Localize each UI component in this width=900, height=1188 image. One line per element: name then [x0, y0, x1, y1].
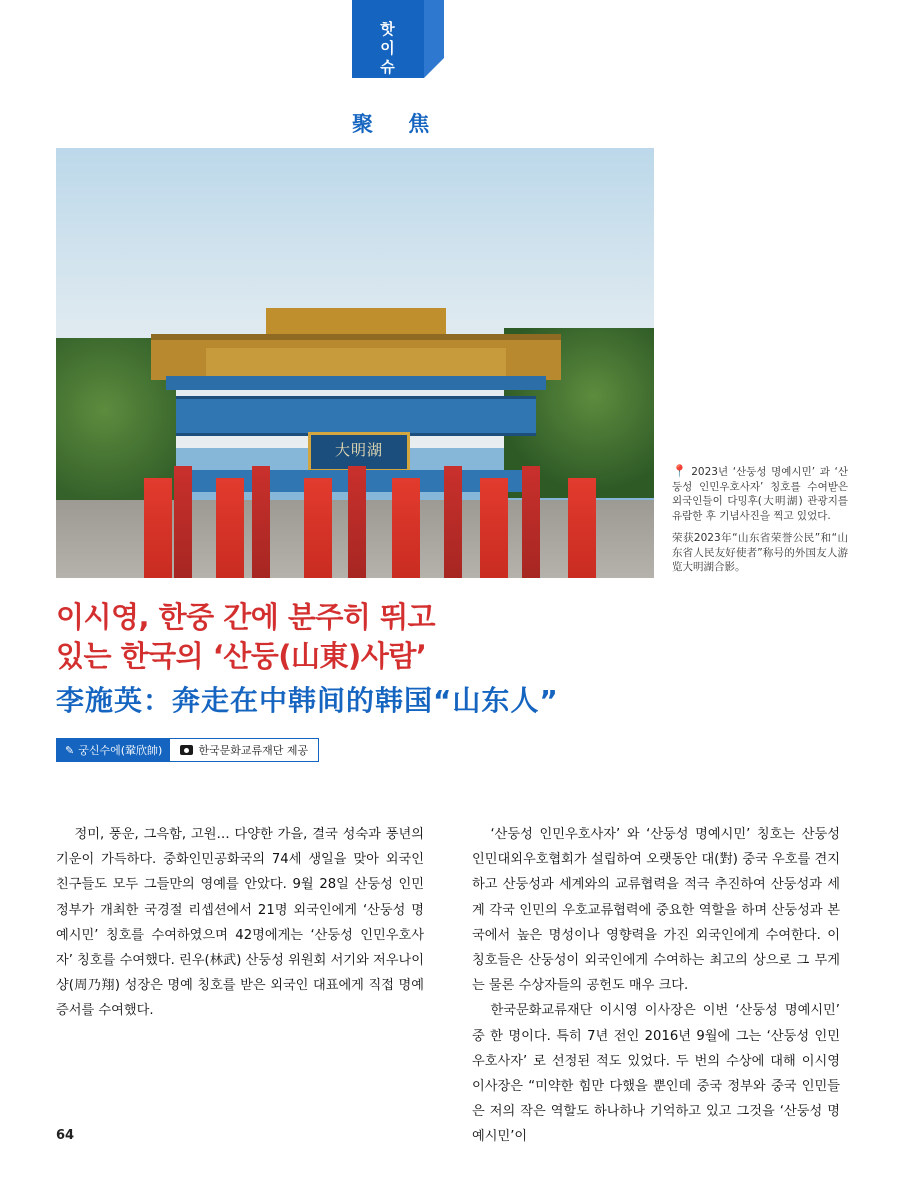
photo-caption-chinese: 荣获2023年“山东省荣誉公民”和“山东省人民友好使者”称号的外国友人游览大明湖合影。: [672, 532, 848, 573]
photo-red-banner: [216, 478, 244, 578]
section-tab-label-cn: 聚 焦: [352, 112, 444, 136]
body-column-right: [472, 822, 840, 1150]
hero-photo: [56, 148, 654, 578]
section-tab-shade: [424, 0, 444, 58]
body-paragraph: 정미, 풍운, 그윽함, 고원… 다양한 가을, 결국 성숙과 풍년의 기운이 가득하다. 중화인민공화국의 74세 생일을 맞아 외국인 친구들도 모두 그들만의 영예를 안았다. 9월 28일 산둥성 인민정부가 개최한 국경절 리셉션에서 21명 외국인에게 ‘산둥성 명예시민’ 칭호를 수여하였으며 42명에게는 ‘산둥성 인민우호사자’ 칭호를 수여했다. 린우(林武) 산둥성 위원회 서기와 저우나이샹(周乃翔) 성장은 명예 칭호를 받은 외국인 대표에게 직접 명예 증서를 수여했다.: [56, 827, 424, 1019]
section-tab-label-ko-line3: 슈: [380, 59, 396, 76]
body-paragraph: ‘산둥성 인민우호사자’ 와 ‘산둥성 명예시민’ 칭호는 산둥성 인민대외우호협회가 설립하여 오랫동안 대(對) 중국 우호를 견지하고 산둥성과 세계와의 교류협력을 적극 추진하여 산둥성과 세계 각국 인민의 우호교류협력에 중요한 역할을 하며 산둥성과 본국에서 높은 명성이나 영향력을 가진 외국인에게 수여한다. 이 칭호들은 산둥성이 외국인에게 수여하는 최고의 상으로 그 무게는 물론 수상자들의 공헌도 매우 크다.: [472, 827, 840, 994]
photo-gate-plaque: 大明湖: [308, 432, 410, 472]
byline-author: 궁신수에(鞏欣帥): [78, 744, 163, 757]
section-tab-label-ko-line2: 이: [380, 40, 396, 57]
section-tab-notch: [424, 58, 444, 78]
photo-gate-column: [348, 466, 366, 578]
body-paragraph: 한국문화교류재단 이시영 이사장은 이번 ‘산둥성 명예시민’ 중 한 명이다. 특히 7년 전인 2016년 9월에 그는 ‘산둥성 인민우호사자’ 로 선정된 적도 있었다. 두 번의 수상에 대해 이시영 이사장은 “미약한 힘만 다했을 뿐인데 중국 정부와 중국 인민들은 저의 작은 역할도 하나하나 기억하고 있고 그것을 ‘산둥성 명예시민’이: [472, 1003, 840, 1145]
photo-gate-column: [174, 466, 192, 578]
byline: [56, 738, 319, 762]
page-title-korean: [56, 598, 676, 676]
photo-red-banner: [144, 478, 172, 578]
photo-gate-column: [444, 466, 462, 578]
photo-gate-band: [176, 396, 536, 436]
section-tab-label-ko: [352, 20, 424, 77]
byline-credit: 한국문화교류재단 제공: [198, 744, 309, 757]
photo-caption-korean: [672, 464, 848, 523]
page-number: 64: [56, 1128, 75, 1143]
photo-caption: [672, 464, 848, 575]
photo-red-banner: [568, 478, 596, 578]
photo-gate-eave: [166, 376, 546, 390]
photo-crowd: [111, 568, 611, 578]
section-tab-label-ko-line1: 핫: [380, 21, 396, 38]
byline-credit-block: [170, 739, 318, 761]
photo-red-banner: [392, 478, 420, 578]
photo-caption-korean-text: 2023년 ‘산둥성 명예시민’ 과 ‘산둥성 인민우호사자’ 칭호를 수여받은 외국인들이 다밍후(大明湖) 관광지를 유람한 후 기념사진을 찍고 있었다.: [672, 466, 848, 522]
location-pin-icon: 📍: [672, 464, 689, 478]
camera-icon: [180, 745, 193, 755]
body-column-left: [56, 822, 424, 1024]
page-title-chinese: 李施英：奔走在中韩间的韩国“山东人”: [56, 684, 559, 717]
byline-author-block: [57, 739, 170, 761]
photo-red-banner: [304, 478, 332, 578]
pen-icon: ✎: [65, 743, 75, 757]
page-title-korean-line2: 있는 한국의 ‘산둥(山東)사람’: [56, 639, 427, 673]
page-title-korean-line1: 이시영, 한중 간에 분주히 뛰고: [56, 600, 436, 634]
photo-red-banner: [480, 478, 508, 578]
photo-gate-column: [252, 466, 270, 578]
photo-gate-column: [522, 466, 540, 578]
section-tab: [352, 0, 444, 78]
